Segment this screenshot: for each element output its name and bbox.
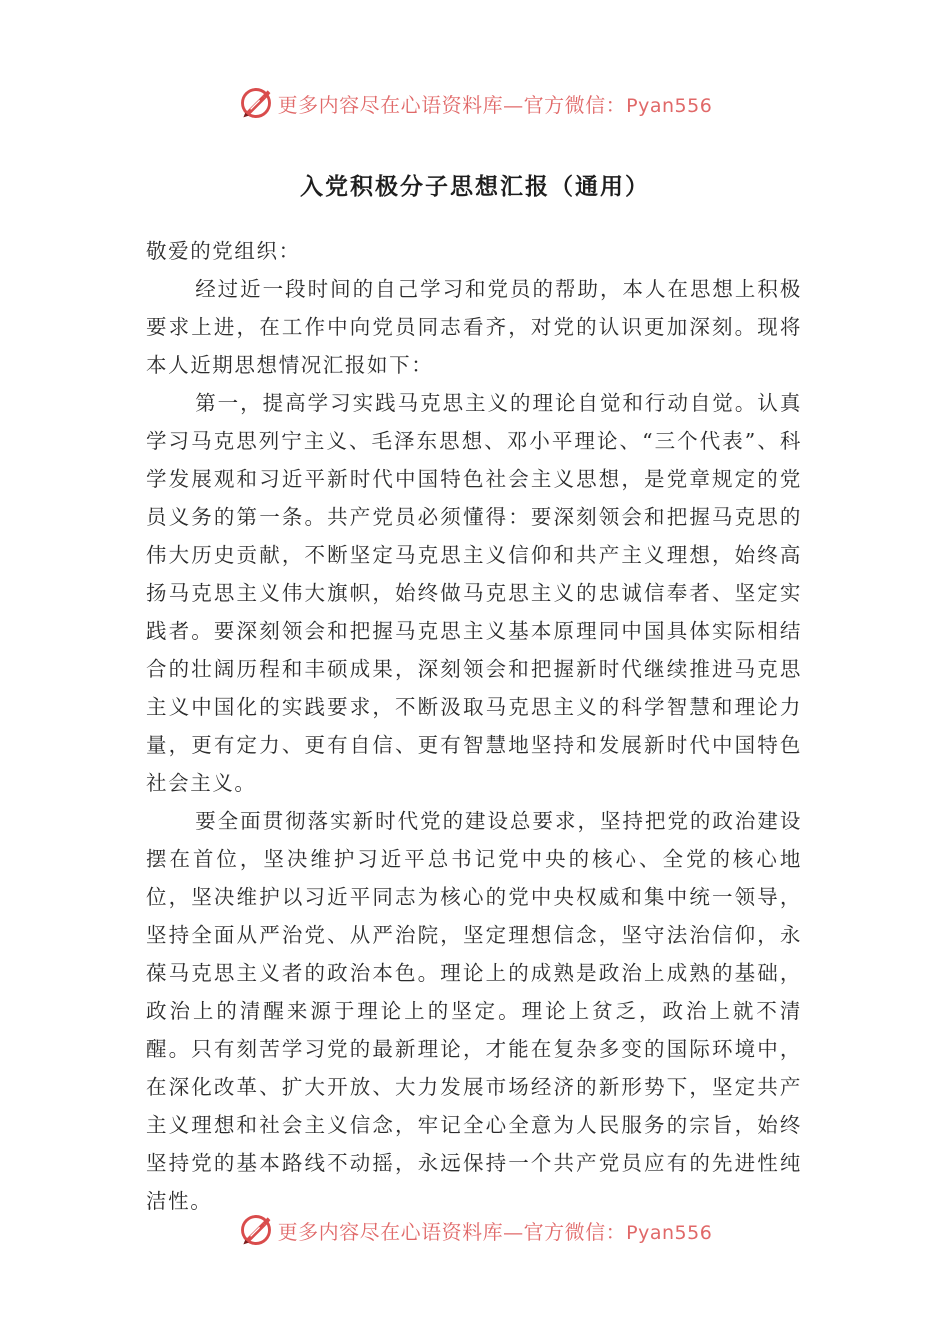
watermark-wechat-id: Pyan556 [626,1221,713,1244]
watermark-official-label: 官方微信： [523,92,627,117]
watermark-slogan: 更多内容尽在心语资料库 [277,92,504,117]
watermark-official-label: 官方微信： [523,1219,627,1244]
header-watermark-banner [0,83,950,123]
pen-logo-icon [238,1212,274,1248]
watermark-dash: — [503,92,524,117]
watermark-slogan: 更多内容尽在心语资料库 [277,1219,504,1244]
document-body [146,232,802,1220]
watermark-text [278,1216,713,1245]
paragraph-intro: 经过近一段时间的自己学习和党员的帮助，本人在思想上积极要求上进，在工作中向党员同志看齐，对党的认识更加深刻。现将本人近期思想情况汇报如下： [146,277,802,377]
footer-watermark-banner [0,1210,950,1250]
document-title: 入党积极分子思想汇报（通用） [300,174,650,200]
salutation: 敬爱的党组织： [146,239,301,263]
paragraph-party-building: 要全面贯彻落实新时代党的建设总要求，坚持把党的政治建设摆在首位，坚决维护习近平总书记党中央的核心、全党的核心地位，坚决维护以习近平同志为核心的党中央权威和集中统一领导，坚持全面从严治党、从严治院，坚定理想信念，坚守法治信仰，永葆马克思主义者的政治本色。理论上的成熟是政治上成熟的基础，政治上的清醒来源于理论上的坚定。理论上贫乏，政治上就不清醒。只有刻苦学习党的最新理论，才能在复杂多变的国际环境中，在深化改革、扩大开放、大力发展市场经济的新形势下，坚定共产主义理想和社会主义信念，牢记全心全意为人民服务的宗旨，始终坚持党的基本路线不动摇，永远保持一个共产党员应有的先进性纯洁性。 [146,809,802,1213]
watermark-dash: — [503,1219,524,1244]
paragraph-first-point: 第一，提高学习实践马克思主义的理论自觉和行动自觉。认真学习马克思列宁主义、毛泽东思想、邓小平理论、“三个代表”、科学发展观和习近平新时代中国特色社会主义思想，是党章规定的党员义务的第一条。共产党员必须懂得：要深刻领会和把握马克思的伟大历史贡献，不断坚定马克思主义信仰和共产主义理想，始终高扬马克思主义伟大旗帜，始终做马克思主义的忠诚信奉者、坚定实践者。要深刻领会和把握马克思主义基本原理同中国具体实际相结合的壮阔历程和丰硕成果，深刻领会和把握新时代继续推进马克思主义中国化的实践要求，不断汲取马克思主义的科学智慧和理论力量，更有定力、更有自信、更有智慧地坚持和发展新时代中国特色社会主义。 [146,391,802,795]
watermark-text [278,89,713,118]
pen-logo-icon [238,85,274,121]
watermark-wechat-id: Pyan556 [626,94,713,117]
